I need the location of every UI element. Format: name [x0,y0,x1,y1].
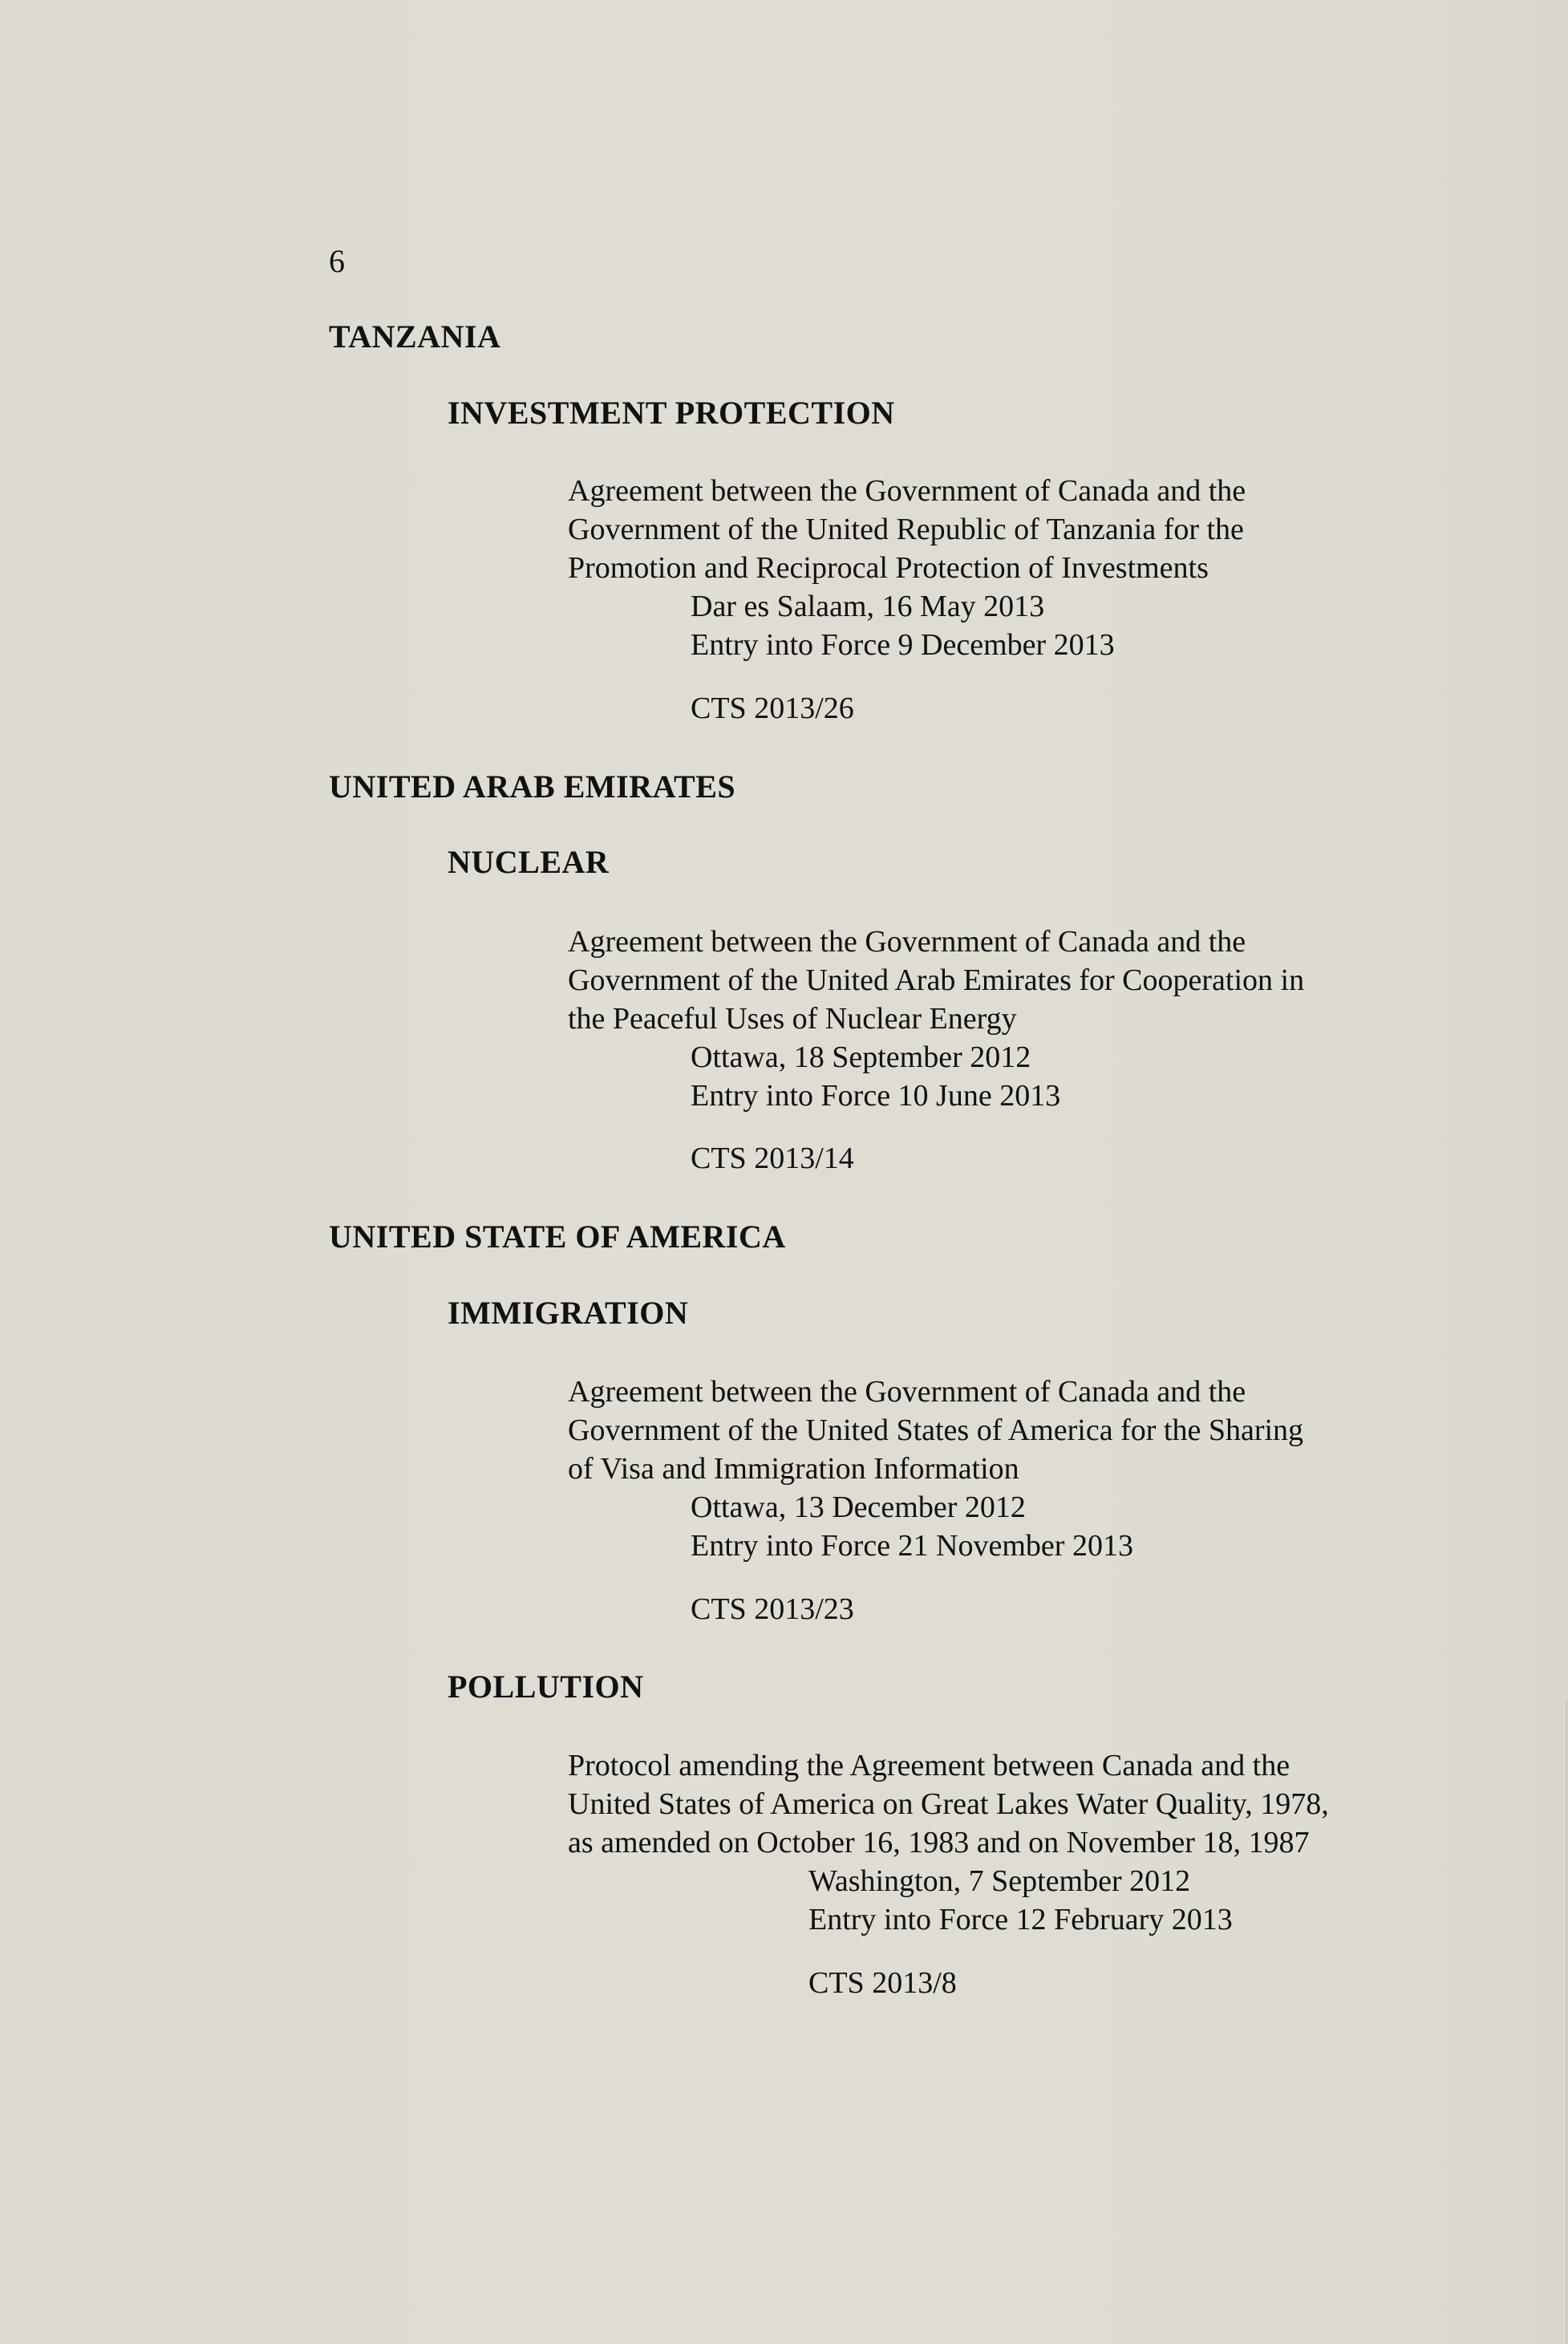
agreement-title-line: of Visa and Immigration Information [568,1452,1019,1486]
topic-heading-pollution: POLLUTION [448,1669,644,1705]
topic-heading-nuclear: NUCLEAR [448,844,610,880]
agreement-title-line: Agreement between the Government of Canada and the [568,474,1246,508]
agreement-cts-reference: CTS 2013/8 [808,1966,957,2000]
agreement-title-line: the Peaceful Uses of Nuclear Energy [568,1002,1017,1036]
agreement-entry-into-force: Entry into Force 21 November 2013 [691,1529,1133,1563]
agreement-title-line: United States of America on Great Lakes Water Quality, 1978, [568,1787,1329,1821]
agreement-title-line: Government of the United States of America for the Sharing [568,1413,1304,1447]
country-heading-tanzania: TANZANIA [329,318,501,355]
agreement-title-line: Government of the United Arab Emirates for Cooperation in [568,963,1305,997]
topic-heading-investment-protection: INVESTMENT PROTECTION [448,395,895,431]
agreement-title-line: Agreement between the Government of Canada and the [568,1375,1246,1409]
agreement-place-date: Ottawa, 13 December 2012 [691,1490,1026,1524]
agreement-title-line: Agreement between the Government of Canada and the [568,925,1246,959]
agreement-title-line: Protocol amending the Agreement between Canada and the [568,1749,1290,1782]
agreement-title-line: Government of the United Republic of Tanzania for the [568,513,1244,546]
agreement-place-date: Dar es Salaam, 16 May 2013 [691,590,1045,623]
agreement-title-line: Promotion and Reciprocal Protection of Investments [568,551,1209,585]
agreement-place-date: Washington, 7 September 2012 [808,1864,1191,1898]
agreement-entry-into-force: Entry into Force 12 February 2013 [808,1903,1233,1936]
country-heading-united-arab-emirates: UNITED ARAB EMIRATES [329,768,736,805]
agreement-cts-reference: CTS 2013/23 [691,1592,854,1626]
country-heading-united-states: UNITED STATE OF AMERICA [329,1219,786,1255]
agreement-place-date: Ottawa, 18 September 2012 [691,1040,1031,1074]
agreement-entry-into-force: Entry into Force 9 December 2013 [691,628,1115,662]
agreement-title-line: as amended on October 16, 1983 and on November 18, 1987 [568,1826,1310,1859]
agreement-cts-reference: CTS 2013/14 [691,1142,854,1175]
agreement-cts-reference: CTS 2013/26 [691,691,854,725]
agreement-entry-into-force: Entry into Force 10 June 2013 [691,1079,1061,1113]
topic-heading-immigration: IMMIGRATION [448,1295,689,1331]
page-number: 6 [329,243,345,279]
